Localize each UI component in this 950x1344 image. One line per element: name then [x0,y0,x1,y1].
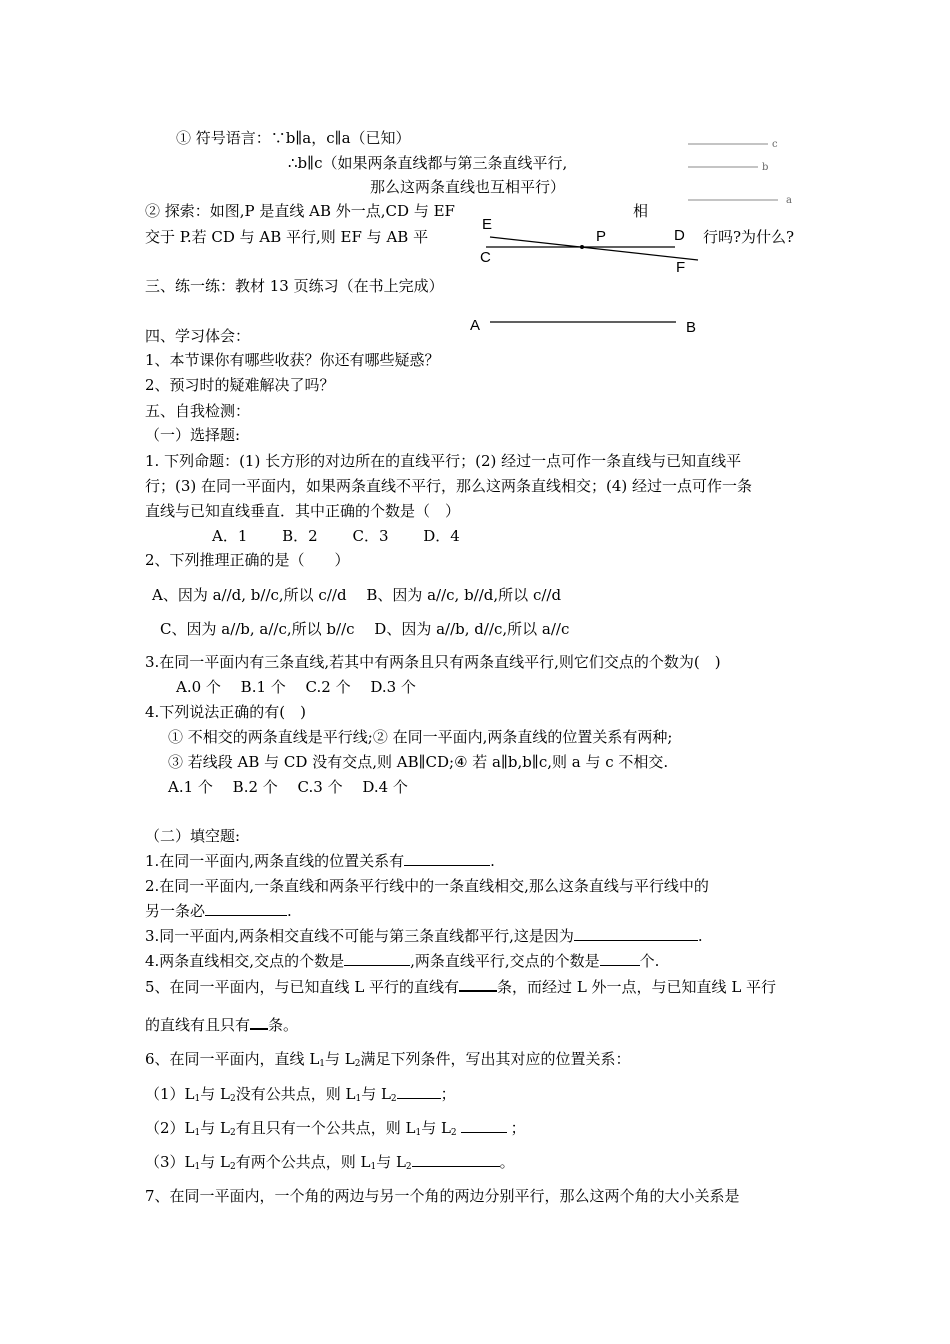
q6-text: 与 L [421,1119,451,1137]
q6-text: 。 [499,1153,515,1171]
q6-intro [145,1049,631,1074]
choice-2-options-ab: A、因为 a//d, b//c,所以 c//d B、因为 a//c, b//d,所以 c//d [152,586,562,604]
q6-text: 有两个公共点，则 L [235,1153,371,1171]
q6-text: 与 L [200,1153,230,1171]
fill-3 [145,926,703,946]
section-four-title: 四、学习体会： [145,327,251,345]
fill-4-blank-2[interactable] [600,951,640,966]
q6-text: ； [440,1085,456,1103]
subscript: 2 [390,1094,397,1104]
fill-3-text: 3.同一平面内,两条相交直线不可能与第三条直线都平行,这是因为 [145,927,574,945]
fill-2-line-2 [145,901,292,921]
line-label-b: b [762,162,769,173]
choice-3-options: A.0 个 B.1 个 C.2 个 D.3 个 [176,678,416,696]
symbol-language-line: ① 符号语言：∵b∥a，c∥a（已知） [176,129,411,147]
subscript: 1 [194,1094,201,1104]
line-label-a: a [786,195,792,206]
section-three: 三、练一练：教材 13 页练习（在书上完成） [145,277,444,295]
fill-5-line-1 [145,976,776,997]
fill-2-text: 另一条必 [145,902,206,920]
point-label-D: D [674,227,685,244]
fill-4-text-a: 4.两条直线相交,交点的个数是 [145,952,345,970]
subscript: 1 [370,1162,377,1172]
fill-4-text-c: 个. [639,952,660,970]
explore-text-1b: 相 [633,202,649,220]
subscript: 1 [355,1094,362,1104]
q6-intro-b: 与 L [325,1050,355,1068]
subscript: 2 [354,1059,361,1069]
section-four-q1: 1、本节课你有哪些收获？你还有哪些疑惑？ [145,351,440,369]
subscript: 1 [194,1128,201,1138]
point-label-C: C [480,249,491,266]
point-label-F: F [676,259,686,276]
fill-5-blank-1[interactable] [459,976,497,992]
q6-part-1 [145,1084,456,1109]
fill-1-period: . [490,852,495,870]
q6-text: ； [510,1119,526,1137]
choice-1-options: A．1 B．2 C．3 D．4 [212,527,460,545]
q6-part-3-blank[interactable] [412,1152,500,1167]
fill-4-blank-1[interactable] [344,951,410,966]
fill-title: （二）填空题: [145,827,241,845]
q6-text: （1）L [145,1085,195,1103]
fill-2-period: . [287,902,292,920]
fill-5-text-d: 条。 [268,1016,299,1034]
choice-2-question: 2、下列推理正确的是（ ） [145,551,350,569]
fill-3-period: . [697,927,703,945]
choice-1-line-2: 行；(3) 在同一平面内，如果两条直线不平行，那么这两条直线相交；(4) 经过一点可作一条 [145,477,753,495]
choice-4-line-2: ③ 若线段 AB 与 CD 没有交点,则 AB∥CD;④ 若 a∥b,b∥c,则 a 与 c 不相交. [168,753,669,771]
q6-part-1-blank[interactable] [397,1084,441,1099]
q6-intro-a: 6、在同一平面内，直线 L [145,1050,320,1068]
choice-4-line-1: ① 不相交的两条直线是平行线;② 在同一平面内,两条直线的位置关系有两种; [168,728,673,746]
choice-1-line-1: 1. 下列命题：(1) 长方形的对边所在的直线平行；(2) 经过一点可作一条直线与已知直线平 [145,452,742,470]
q6-text: 与 L [376,1153,406,1171]
section-five-title: 五、自我检测： [145,402,251,420]
subscript: 1 [194,1162,201,1172]
subscript: 2 [229,1094,236,1104]
choice-title: （一）选择题: [145,426,241,444]
conclusion-reason-line: 那么这两条直线也互相平行） [370,178,566,196]
fill-1-text: 1.在同一平面内,两条直线的位置关系有 [145,852,405,870]
fill-4 [145,951,659,971]
q6-text: 与 L [361,1085,391,1103]
subscript: 2 [229,1162,236,1172]
q6-text: 与 L [200,1085,230,1103]
q6-text: （2）L [145,1119,195,1137]
point-label-P: P [596,228,607,245]
fill-4-text-b: ,两条直线平行,交点的个数是 [410,952,600,970]
q6-intro-c: 满足下列条件，写出其对应的位置关系： [360,1050,631,1068]
fill-2-line-1: 2.在同一平面内,一条直线和两条平行线中的一条直线相交,那么这条直线与平行线中的 [145,877,709,895]
q6-text: 没有公共点，则 L [235,1085,356,1103]
q6-text: 有且只有一个公共点，则 L [235,1119,416,1137]
subscript: 2 [229,1128,236,1138]
subscript: 1 [319,1059,326,1069]
explore-text-1: ② 探索：如图,P 是直线 AB 外一点,CD 与 EF [145,202,455,220]
subscript: 2 [450,1128,457,1138]
explore-text-2b: 行吗?为什么? [703,228,795,246]
q6-part-2 [145,1118,526,1143]
fill-5-text-c: 的直线有且只有 [145,1016,251,1034]
choice-1-line-3: 直线与已知直线垂直．其中正确的个数是（ ） [145,502,461,520]
point-label-E: E [482,216,493,233]
q6-part-3 [145,1152,515,1177]
choice-4-options: A.1 个 B.2 个 C.3 个 D.4 个 [168,778,408,796]
choice-4-question: 4.下列说法正确的有( ) [145,703,307,721]
choice-2-options-cd: C、因为 a//b, a//c,所以 b//c D、因为 a//b, d//c,所以 a//c [160,620,570,638]
choice-3-question: 3.在同一平面内有三条直线,若其中有两条且只有两条直线平行,则它们交点的个数为( ) [145,653,721,671]
fill-1-blank[interactable] [404,851,490,866]
subscript: 1 [415,1128,422,1138]
q6-part-2-blank[interactable] [461,1118,507,1133]
conclusion-line: ∴b∥c（如果两条直线都与第三条直线平行, [288,154,568,172]
fill-5-line-2 [145,1014,298,1035]
line-label-c: c [772,139,778,150]
q6-text: 与 L [200,1119,230,1137]
fill-1 [145,851,495,871]
fill-3-blank[interactable] [574,926,698,941]
point-label-A: A [470,317,481,334]
section-four-q2: 2、预习时的疑难解决了吗？ [145,376,335,394]
fill-5-text-b: 条，而经过 L 外一点，与已知直线 L 平行 [497,978,777,996]
explore-text-2: 交于 P.若 CD 与 AB 平行,则 EF 与 AB 平 [145,228,429,246]
fill-2-blank[interactable] [205,901,287,916]
subscript: 2 [405,1162,412,1172]
fill-5-blank-2[interactable] [250,1014,268,1030]
q6-text: （3）L [145,1153,195,1171]
q7: 7、在同一平面内，一个角的两边与另一个角的两边分别平行，那么这两个角的大小关系是 [145,1187,740,1205]
fill-5-text-a: 5、在同一平面内，与已知直线 L 平行的直线有 [145,978,460,996]
point-label-B: B [686,319,697,336]
